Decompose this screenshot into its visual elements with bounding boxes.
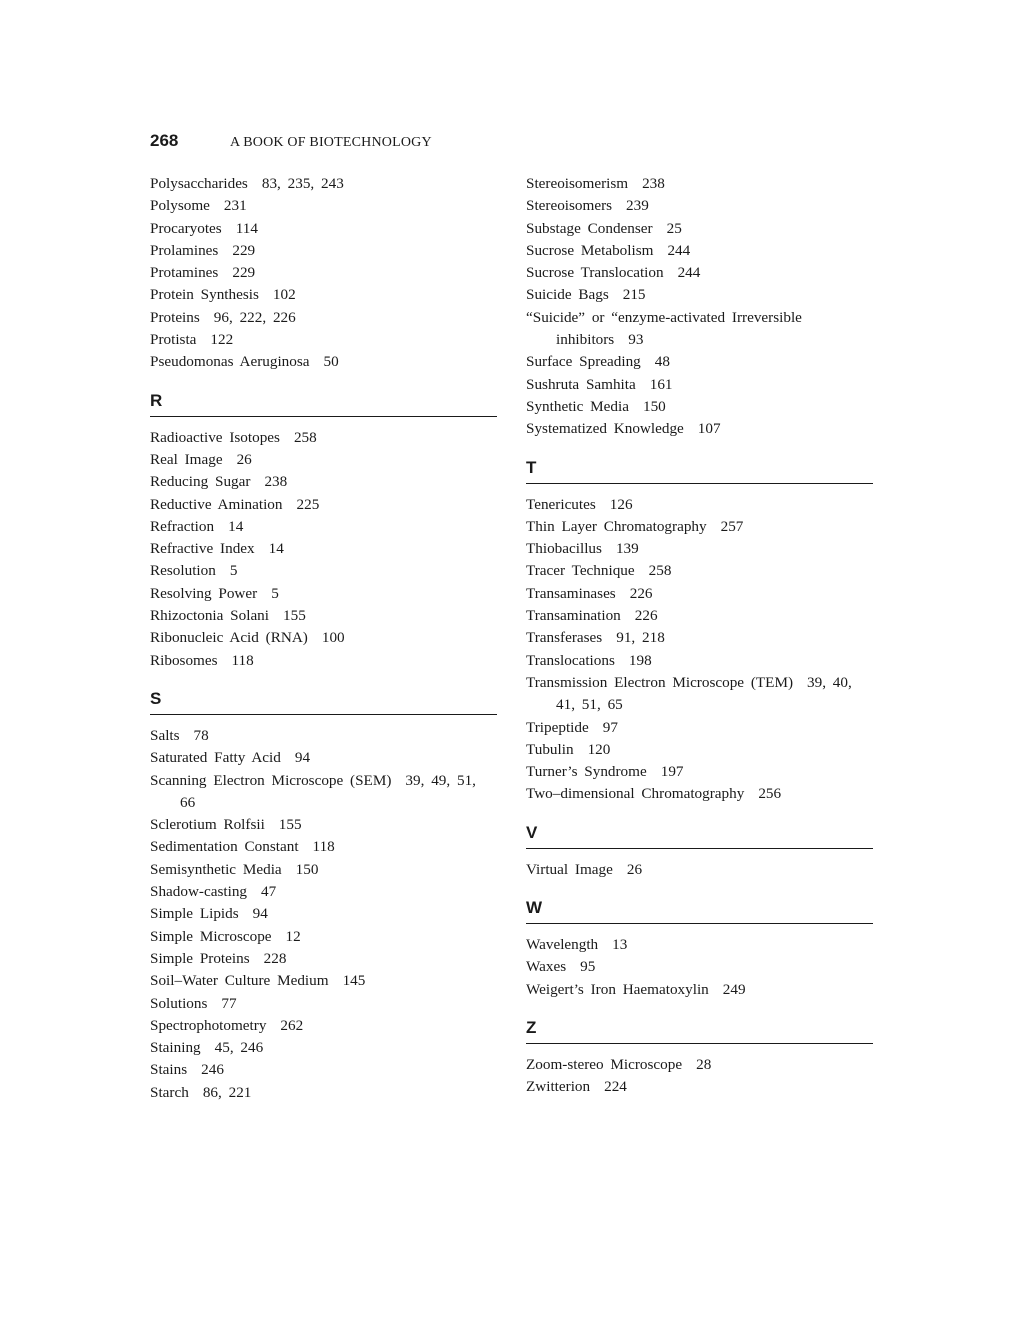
index-entry bbox=[150, 650, 497, 672]
index-term: Saturated Fatty Acid bbox=[150, 749, 281, 767]
index-entry bbox=[150, 1082, 497, 1104]
index-page-refs: 86, 221 bbox=[202, 1083, 252, 1101]
index-term: Simple Proteins bbox=[150, 949, 250, 967]
index-term: Refractive Index bbox=[150, 540, 255, 558]
section-heading bbox=[526, 457, 873, 484]
index-page-refs: 77 bbox=[221, 994, 237, 1012]
index-page-refs: 228 bbox=[263, 949, 287, 967]
section-heading bbox=[526, 897, 873, 924]
index-entry bbox=[526, 284, 873, 306]
index-term: Reductive Amination bbox=[150, 495, 283, 513]
index-page-refs: 244 bbox=[667, 241, 691, 259]
index-page-refs: 14 bbox=[228, 517, 244, 535]
index-page-refs: 96, 222, 226 bbox=[213, 308, 296, 326]
index-entry bbox=[150, 538, 497, 560]
index-term: Sucrose Translocation bbox=[526, 264, 664, 282]
index-page-refs: 155 bbox=[278, 816, 302, 834]
index-entry bbox=[526, 859, 873, 881]
index-term: Radioactive Isotopes bbox=[150, 428, 280, 446]
index-term: Tracer Technique bbox=[526, 562, 635, 580]
index-term: Transaminases bbox=[526, 584, 616, 602]
index-page-refs: 197 bbox=[660, 763, 684, 781]
index-page-refs: 122 bbox=[210, 331, 234, 349]
index-entry bbox=[526, 538, 873, 560]
index-page-refs: 28 bbox=[696, 1055, 712, 1073]
index-term: Tenericutes bbox=[526, 495, 596, 513]
index-entry bbox=[150, 471, 497, 493]
index-page-refs: 83, 235, 243 bbox=[261, 175, 344, 192]
index-term: Resolving Power bbox=[150, 584, 258, 602]
index-page-refs: 39, 40, 41, 51, 65 bbox=[556, 673, 852, 714]
index-term: Real Image bbox=[150, 450, 223, 468]
index-term: Shadow-casting bbox=[150, 883, 248, 901]
index-term: Solutions bbox=[150, 994, 208, 1012]
index-entry bbox=[526, 1076, 873, 1098]
index-page-refs: 91, 218 bbox=[616, 629, 665, 647]
index-term: “Suicide” or “enzyme-activated Irreversible inhibitors bbox=[526, 308, 802, 349]
index-page-refs: 139 bbox=[615, 540, 639, 558]
index-page-refs: 95 bbox=[580, 958, 596, 976]
index-entry bbox=[150, 218, 497, 240]
index-page-refs: 155 bbox=[283, 607, 306, 625]
index-page-refs: 118 bbox=[312, 838, 335, 856]
section-heading bbox=[526, 822, 873, 849]
index-entry bbox=[150, 993, 497, 1015]
index-term: Waxes bbox=[526, 958, 567, 976]
index-entry bbox=[150, 814, 497, 836]
index-page-refs: 161 bbox=[649, 375, 673, 393]
index-term: Starch bbox=[150, 1083, 189, 1101]
index-entry bbox=[150, 307, 497, 329]
index-page-refs: 229 bbox=[232, 264, 256, 282]
index-page-refs: 100 bbox=[321, 629, 345, 647]
index-term: Reducing Sugar bbox=[150, 473, 251, 491]
index-page-refs: 226 bbox=[629, 584, 653, 602]
index-entry bbox=[526, 650, 873, 672]
index-page-refs: 225 bbox=[296, 495, 320, 513]
index-entry bbox=[150, 173, 497, 195]
index-entry bbox=[526, 672, 873, 717]
index-page-refs: 48 bbox=[654, 353, 670, 371]
index-term: Surface Spreading bbox=[526, 353, 641, 371]
index-entry bbox=[526, 627, 873, 649]
index-entry bbox=[526, 934, 873, 956]
section-letter: V bbox=[526, 822, 873, 849]
index-term: Thiobacillus bbox=[526, 540, 602, 558]
section-heading bbox=[526, 1017, 873, 1044]
index-page-refs: 231 bbox=[223, 197, 247, 215]
index-entry bbox=[150, 770, 497, 815]
index-entry bbox=[150, 560, 497, 582]
index-term: Polysaccharides bbox=[150, 175, 248, 192]
index-page-refs: 94 bbox=[294, 749, 311, 767]
index-entry bbox=[150, 926, 497, 948]
index-page-refs: 39, 49, 51, 66 bbox=[180, 771, 476, 811]
index-entry bbox=[526, 560, 873, 582]
index-term: Proteins bbox=[150, 308, 200, 326]
index-entry bbox=[150, 195, 497, 217]
index-term: Weigert’s Iron Haematoxylin bbox=[526, 980, 709, 998]
index-entry bbox=[150, 948, 497, 970]
section-letter: W bbox=[526, 897, 873, 924]
section-letter: T bbox=[526, 457, 873, 484]
index-entry bbox=[526, 583, 873, 605]
index-term: Stereoisomers bbox=[526, 197, 613, 215]
index-term: Sushruta Samhita bbox=[526, 375, 636, 393]
index-term: Simple Microscope bbox=[150, 927, 272, 945]
index-entry bbox=[526, 240, 873, 262]
index-entry bbox=[150, 351, 497, 373]
index-term: Pseudomonas Aeruginosa bbox=[150, 353, 310, 371]
index-term: Sedimentation Constant bbox=[150, 838, 299, 856]
section-letter: Z bbox=[526, 1017, 873, 1044]
index-entry bbox=[150, 881, 497, 903]
index-entry bbox=[150, 836, 497, 858]
index-page-refs: 107 bbox=[697, 420, 721, 438]
index-entry bbox=[150, 583, 497, 605]
index-entry bbox=[150, 516, 497, 538]
index-term: Rhizoctonia Solani bbox=[150, 607, 269, 625]
index-entry bbox=[150, 903, 497, 925]
index-term: Prolamines bbox=[150, 241, 219, 259]
index-page-refs: 258 bbox=[293, 428, 317, 446]
index-term: Substage Condenser bbox=[526, 219, 653, 237]
index-entry bbox=[150, 284, 497, 306]
index-entry bbox=[526, 979, 873, 1001]
index-entry bbox=[526, 396, 873, 418]
index-term: Virtual Image bbox=[526, 860, 613, 878]
index-entry bbox=[150, 725, 497, 747]
book-title: A BOOK OF BIOTECHNOLOGY bbox=[230, 135, 432, 150]
index-term: Semisynthetic Media bbox=[150, 860, 282, 878]
index-term: Transferases bbox=[526, 629, 603, 647]
index-entry bbox=[150, 1015, 497, 1037]
index-entry bbox=[150, 329, 497, 351]
index-term: Synthetic Media bbox=[526, 397, 629, 415]
index-page-refs: 256 bbox=[758, 785, 782, 803]
index-page-refs: 26 bbox=[236, 450, 252, 468]
index-entry bbox=[150, 970, 497, 992]
index-page-refs: 257 bbox=[720, 517, 744, 535]
index-term: Zwitterion bbox=[526, 1078, 591, 1096]
index-page-refs: 258 bbox=[648, 562, 672, 580]
index-term: Zoom-stereo Microscope bbox=[526, 1055, 683, 1073]
index-entry bbox=[150, 605, 497, 627]
index-entry bbox=[526, 262, 873, 284]
index-entry bbox=[526, 1054, 873, 1076]
index-term: Simple Lipids bbox=[150, 905, 239, 923]
index-term: Refraction bbox=[150, 517, 215, 535]
index-term: Protista bbox=[150, 331, 197, 349]
index-entry bbox=[526, 516, 873, 538]
index-page-refs: 97 bbox=[602, 718, 618, 736]
index-entry bbox=[150, 1059, 497, 1081]
index-page-refs: 215 bbox=[622, 286, 646, 304]
index-term: Sucrose Metabolism bbox=[526, 241, 654, 259]
index-term: Resolution bbox=[150, 562, 216, 580]
index-entry bbox=[150, 859, 497, 881]
index-page-refs: 229 bbox=[232, 241, 256, 259]
index-entry bbox=[150, 449, 497, 471]
index-page-refs: 150 bbox=[642, 397, 666, 415]
index-entry bbox=[526, 494, 873, 516]
index-page-refs: 94 bbox=[252, 905, 268, 923]
index-page-refs: 120 bbox=[587, 740, 611, 758]
index-page-refs: 244 bbox=[677, 264, 701, 282]
index-term: Staining bbox=[150, 1039, 201, 1057]
index-term: Protamines bbox=[150, 264, 219, 282]
index-entry bbox=[150, 1037, 497, 1059]
index-page-refs: 114 bbox=[235, 219, 258, 237]
index-entry bbox=[526, 418, 873, 440]
index-page-refs: 5 bbox=[271, 584, 279, 602]
index-page-refs: 224 bbox=[604, 1078, 627, 1096]
index-term: Soil–Water Culture Medium bbox=[150, 972, 329, 990]
index-entry bbox=[150, 240, 497, 262]
index-entry bbox=[526, 956, 873, 978]
index-term: Stains bbox=[150, 1061, 188, 1079]
index-entry bbox=[150, 494, 497, 516]
index-term: Polysome bbox=[150, 197, 210, 215]
index-term: Spectrophotometry bbox=[150, 1016, 267, 1034]
index-page-refs: 145 bbox=[342, 972, 366, 990]
index-page-refs: 45, 246 bbox=[214, 1039, 264, 1057]
index-term: Systematized Knowledge bbox=[526, 420, 684, 438]
index-term: Translocations bbox=[526, 651, 615, 669]
index-entry bbox=[150, 262, 497, 284]
index-page-refs: 150 bbox=[295, 860, 319, 878]
index-column-left bbox=[150, 173, 497, 1104]
index-entry bbox=[526, 605, 873, 627]
index-term: Transmission Electron Microscope (TEM) bbox=[526, 673, 794, 691]
index-entry bbox=[526, 195, 873, 217]
index-entry bbox=[526, 783, 873, 805]
index-page-refs: 262 bbox=[280, 1016, 304, 1034]
index-entry bbox=[150, 627, 497, 649]
index-term: Protein Synthesis bbox=[150, 286, 259, 304]
index-term: Two–dimensional Chromatography bbox=[526, 785, 745, 803]
index-page-refs: 50 bbox=[323, 353, 339, 371]
index-page-refs: 14 bbox=[268, 540, 284, 558]
index-page-refs: 126 bbox=[609, 495, 633, 513]
index-page-refs: 246 bbox=[201, 1061, 224, 1079]
index-entry bbox=[526, 218, 873, 240]
index-page-refs: 78 bbox=[193, 726, 209, 744]
index-entry bbox=[150, 427, 497, 449]
index-term: Tripeptide bbox=[526, 718, 589, 736]
index-page-refs: 102 bbox=[272, 286, 296, 304]
index-page-refs: 93 bbox=[628, 331, 644, 349]
index-entry bbox=[526, 351, 873, 373]
index-page-refs: 238 bbox=[264, 473, 288, 491]
index-entry bbox=[526, 173, 873, 195]
index-entry bbox=[526, 307, 873, 352]
section-letter: R bbox=[150, 390, 497, 417]
index-entry bbox=[526, 739, 873, 761]
index-column-right bbox=[526, 173, 873, 1099]
index-page-refs: 47 bbox=[261, 883, 277, 901]
page-number: 268 bbox=[150, 131, 179, 150]
index-term: Scanning Electron Microscope (SEM) bbox=[150, 771, 392, 789]
index-entry bbox=[150, 747, 497, 769]
index-term: Procaryotes bbox=[150, 219, 222, 237]
index-entry bbox=[526, 761, 873, 783]
index-term: Ribosomes bbox=[150, 651, 218, 669]
index-page-refs: 25 bbox=[666, 219, 682, 237]
running-head bbox=[150, 131, 432, 155]
index-term: Stereoisomerism bbox=[526, 175, 629, 192]
index-page-refs: 118 bbox=[231, 651, 254, 669]
index-page-refs: 238 bbox=[642, 175, 665, 192]
index-term: Suicide Bags bbox=[526, 286, 609, 304]
index-page-refs: 226 bbox=[634, 607, 658, 625]
index-term: Thin Layer Chromatography bbox=[526, 517, 707, 535]
index-term: Wavelength bbox=[526, 936, 599, 954]
index-term: Sclerotium Rolfsii bbox=[150, 816, 265, 834]
index-page-refs: 26 bbox=[626, 860, 643, 878]
section-letter: S bbox=[150, 688, 497, 715]
section-heading bbox=[150, 688, 497, 715]
index-term: Transamination bbox=[526, 607, 621, 625]
index-term: Salts bbox=[150, 726, 180, 744]
index-term: Turner’s Syndrome bbox=[526, 763, 647, 781]
index-entry bbox=[526, 374, 873, 396]
index-entry bbox=[526, 717, 873, 739]
index-term: Tubulin bbox=[526, 740, 574, 758]
index-page-refs: 198 bbox=[628, 651, 652, 669]
index-page-refs: 12 bbox=[285, 927, 301, 945]
index-page-refs: 249 bbox=[722, 980, 746, 998]
index-page-refs: 239 bbox=[626, 197, 649, 215]
index-page-refs: 13 bbox=[612, 936, 628, 954]
index-term: Ribonucleic Acid (RNA) bbox=[150, 629, 308, 647]
index-page-refs: 5 bbox=[229, 562, 238, 580]
section-heading bbox=[150, 390, 497, 417]
